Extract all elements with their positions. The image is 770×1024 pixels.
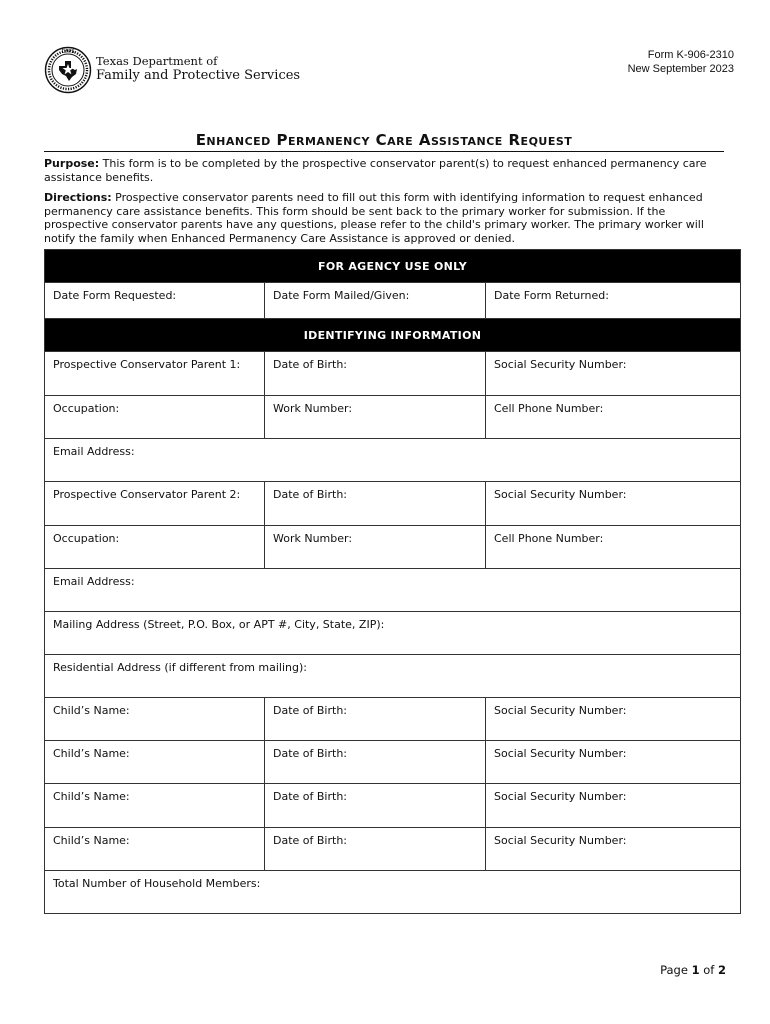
svg-text:DFPS: DFPS: [61, 48, 75, 55]
purpose-text: This form is to be completed by the prospective conservator parent(s) to request enhanced permanency care assistance benefits.: [44, 157, 707, 184]
agency-name: [96, 54, 300, 84]
purpose-label: Purpose:: [44, 157, 100, 170]
child3-ssn-field[interactable]: Social Security Number:: [486, 784, 741, 828]
form-title: Enhanced Permanency Care Assistance Request: [44, 131, 724, 152]
directions-text: Prospective conservator parents need to fill out this form with identifying information to request enhanced permanency care assistance benefits. This form should be sent back to the primary worker for submission. If the prospective conservator parents have any questions, please refer to the child's primary worker. The primary worker will notify the family when Enhanced Permanency Care Assistance is approved or denied.: [44, 191, 704, 245]
directions-paragraph: [44, 191, 724, 245]
parent1-cell-phone-field[interactable]: Cell Phone Number:: [486, 396, 741, 439]
request-form-table: [44, 249, 741, 914]
parent1-occupation-field[interactable]: Occupation:: [45, 396, 265, 439]
parent2-dob-field[interactable]: Date of Birth:: [265, 482, 486, 526]
page-total: 2: [717, 963, 726, 977]
purpose-paragraph: [44, 157, 724, 184]
agency-dates-row: [45, 283, 741, 319]
mailing-address-row: [45, 612, 741, 655]
parent1-ssn-field[interactable]: Social Security Number:: [486, 352, 741, 396]
child1-row: [45, 698, 741, 741]
agency-line-2: Family and Protective Services: [96, 68, 301, 83]
agency-use-header-row: [45, 250, 741, 283]
child1-ssn-field[interactable]: Social Security Number:: [486, 698, 741, 741]
agency-line-1: Texas Department of: [96, 54, 218, 68]
of-word: of: [703, 963, 715, 977]
parent2-occupation-field[interactable]: Occupation:: [45, 526, 265, 569]
page-word: Page: [660, 963, 688, 977]
identifying-heading: IDENTIFYING INFORMATION: [45, 319, 741, 352]
date-form-returned-field[interactable]: Date Form Returned:: [486, 283, 741, 319]
child2-row: [45, 741, 741, 784]
dfps-seal-icon: [44, 46, 92, 94]
residential-address-field[interactable]: Residential Address (if different from mailing):: [45, 655, 741, 698]
parent2-occupation-row: [45, 526, 741, 569]
household-total-field[interactable]: Total Number of Household Members:: [45, 871, 741, 914]
parent1-work-number-field[interactable]: Work Number:: [265, 396, 486, 439]
residential-address-row: [45, 655, 741, 698]
mailing-address-field[interactable]: Mailing Address (Street, P.O. Box, or APT #, City, State, ZIP):: [45, 612, 741, 655]
child3-row: [45, 784, 741, 828]
parent1-row: [45, 352, 741, 396]
parent2-email-field[interactable]: Email Address:: [45, 569, 741, 612]
parent1-occupation-row: [45, 396, 741, 439]
directions-label: Directions:: [44, 191, 112, 204]
parent2-work-number-field[interactable]: Work Number:: [265, 526, 486, 569]
date-form-requested-field[interactable]: Date Form Requested:: [45, 283, 265, 319]
child2-dob-field[interactable]: Date of Birth:: [265, 741, 486, 784]
page-header: [44, 44, 734, 104]
parent2-ssn-field[interactable]: Social Security Number:: [486, 482, 741, 526]
child1-name-field[interactable]: Child’s Name:: [45, 698, 265, 741]
page-number: [660, 963, 726, 977]
form-date: New September 2023: [627, 63, 734, 75]
child2-ssn-field[interactable]: Social Security Number:: [486, 741, 741, 784]
agency-use-heading: FOR AGENCY USE ONLY: [45, 250, 741, 283]
identifying-header-row: [45, 319, 741, 352]
parent1-email-row: [45, 439, 741, 482]
parent1-dob-field[interactable]: Date of Birth:: [265, 352, 486, 396]
household-total-row: [45, 871, 741, 914]
child4-dob-field[interactable]: Date of Birth:: [265, 828, 486, 871]
child2-name-field[interactable]: Child’s Name:: [45, 741, 265, 784]
child3-dob-field[interactable]: Date of Birth:: [265, 784, 486, 828]
parent1-name-field[interactable]: Prospective Conservator Parent 1:: [45, 352, 265, 396]
child4-name-field[interactable]: Child’s Name:: [45, 828, 265, 871]
child3-name-field[interactable]: Child’s Name:: [45, 784, 265, 828]
page-current: 1: [691, 963, 700, 977]
parent2-name-field[interactable]: Prospective Conservator Parent 2:: [45, 482, 265, 526]
date-form-mailed-field[interactable]: Date Form Mailed/Given:: [265, 283, 486, 319]
parent1-email-field[interactable]: Email Address:: [45, 439, 741, 482]
child4-ssn-field[interactable]: Social Security Number:: [486, 828, 741, 871]
parent2-cell-phone-field[interactable]: Cell Phone Number:: [486, 526, 741, 569]
parent2-row: [45, 482, 741, 526]
parent2-email-row: [45, 569, 741, 612]
child4-row: [45, 828, 741, 871]
child1-dob-field[interactable]: Date of Birth:: [265, 698, 486, 741]
form-identifier: [628, 48, 734, 76]
form-number: Form K-906-2310: [647, 49, 734, 61]
